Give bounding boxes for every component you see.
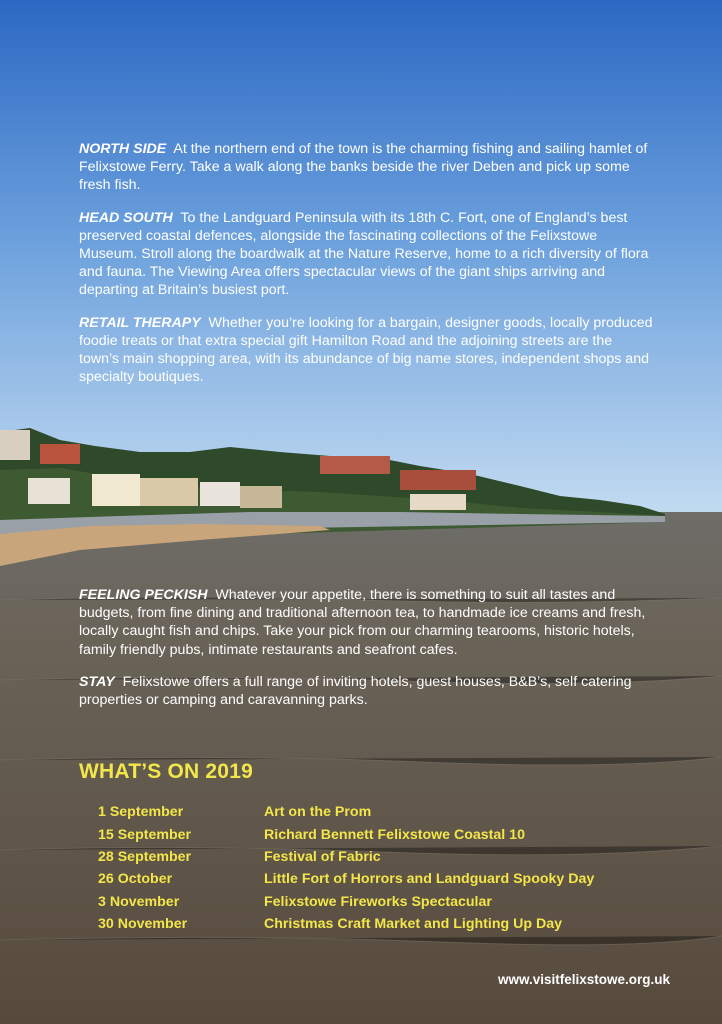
intro-text-top: [79, 140, 654, 400]
event-row: [98, 913, 658, 935]
event-name: Felixstowe Fireworks Spectacular: [264, 893, 492, 910]
section-body: Whatever your appetite, there is something to suit all tastes and budgets, from fine dining and traditional afternoon tea, to handmade ice creams and fresh, locally caught fish and chips. Take your pick from our charming tearooms, historic hotels, family friendly pubs, intimate restaurants and seafront cafes.: [79, 587, 646, 658]
section-lead: FEELING PECKISH: [79, 587, 208, 603]
section-body: To the Landguard Peninsula with its 18th C. Fort, one of England’s best preserved coastal defences, alongside the fascinating collections of the Felixstowe Museum. Stroll along the boardwalk at the Nature Reserve, home to a rich diversity of flora and fauna. The Viewing Area offers spectacular views of the giant ships arriving and departing at Britain’s busiest port.: [79, 209, 649, 299]
event-date: 15 September: [98, 826, 192, 843]
whats-on-heading: WHAT’S ON 2019: [79, 760, 253, 783]
event-date: 30 November: [98, 916, 188, 933]
event-row: [98, 846, 658, 868]
section-lead: HEAD SOUTH: [79, 209, 173, 226]
section-lead: RETAIL THERAPY: [79, 314, 201, 331]
event-name: Festival of Fabric: [264, 848, 381, 865]
section-body: Felixstowe offers a full range of inviting hotels, guest houses, B&B’s, self catering properties or camping and caravanning parks.: [79, 673, 632, 709]
event-date: 1 September: [98, 804, 184, 821]
section-lead: STAY: [79, 673, 115, 690]
section-lead: NORTH SIDE: [79, 141, 167, 157]
section-stay: [79, 673, 654, 709]
website-link[interactable]: www.visitfelixstowe.org.uk: [497, 972, 670, 987]
event-row: [98, 891, 658, 913]
event-name: Christmas Craft Market and Lighting Up Day: [264, 916, 562, 933]
event-name: Richard Bennett Felixstowe Coastal 10: [264, 826, 525, 843]
event-name: Little Fort of Horrors and Landguard Spooky Day: [264, 871, 595, 888]
event-row: [98, 868, 658, 890]
section-north-side: [79, 140, 654, 195]
event-row: [98, 823, 658, 845]
section-body: Whether you’re looking for a bargain, designer goods, locally produced foodie treats or that extra special gift Hamilton Road and the adjoining streets are the town’s main shopping area, with its abundance of big name stores, independent shops and specialty boutiques.: [79, 314, 653, 386]
section-body: At the northern end of the town is the charming fishing and sailing hamlet of Felixstowe Ferry. Take a walk along the banks beside the river Deben and pick up some fresh fish.: [79, 141, 648, 194]
section-feeling-peckish: [79, 586, 654, 659]
event-date: 28 September: [98, 848, 192, 865]
events-list: [98, 801, 658, 935]
intro-text-bottom: [79, 586, 654, 723]
event-row: [98, 801, 658, 823]
event-date: 26 October: [98, 871, 173, 888]
section-retail-therapy: [79, 314, 654, 387]
section-head-south: [79, 209, 654, 300]
event-date: 3 November: [98, 893, 180, 910]
event-name: Art on the Prom: [264, 804, 372, 821]
